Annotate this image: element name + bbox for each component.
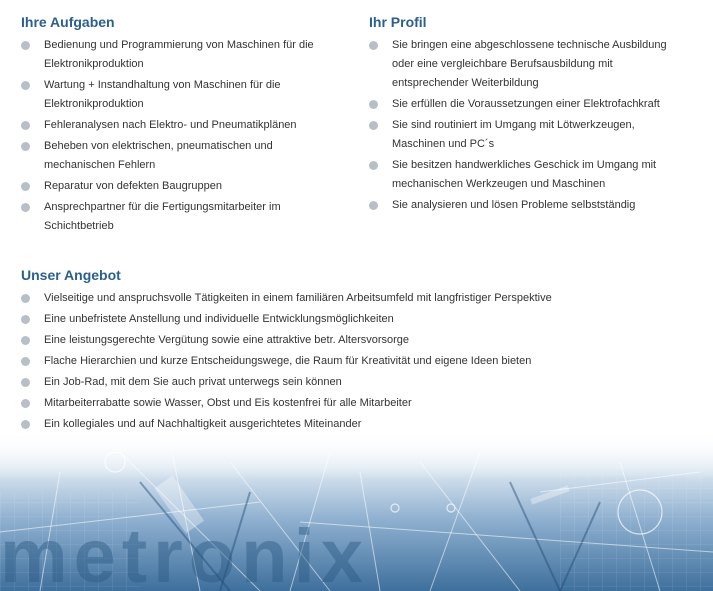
list-item: Sie erfüllen die Voraussetzungen einer Elektrofachkraft bbox=[369, 95, 689, 114]
section-ihre-aufgaben bbox=[21, 13, 341, 238]
list-item: Eine unbefristete Anstellung und individuelle Entwicklungsmöglichkeiten bbox=[21, 310, 701, 329]
list-item: Bedienung und Programmierung von Maschinen für die Elektronikproduktion bbox=[21, 36, 341, 74]
section-unser-angebot bbox=[21, 266, 701, 436]
bullet-icon bbox=[21, 182, 30, 191]
list-item: Fehleranalysen nach Elektro- und Pneumatikplänen bbox=[21, 116, 341, 135]
list-item: Mitarbeiterrabatte sowie Wasser, Obst und Eis kostenfrei für alle Mitarbeiter bbox=[21, 394, 701, 413]
bullet-icon bbox=[21, 142, 30, 151]
bullet-icon bbox=[369, 161, 378, 170]
list-item: Sie sind routiniert im Umgang mit Lötwerkzeugen, Maschinen und PC´s bbox=[369, 116, 689, 154]
list-item: Sie besitzen handwerkliches Geschick im Umgang mit mechanischen Werkzeugen und Maschinen bbox=[369, 156, 689, 194]
list-item: Eine leistungsgerechte Vergütung sowie eine attraktive betr. Altersvorsorge bbox=[21, 331, 701, 350]
bullet-icon bbox=[21, 121, 30, 130]
list-item: Ein Job-Rad, mit dem Sie auch privat unterwegs sein können bbox=[21, 373, 701, 392]
profil-list bbox=[369, 36, 689, 215]
bullet-icon bbox=[21, 357, 30, 366]
list-item: Sie bringen eine abgeschlossene technische Ausbildung oder eine vergleichbare Berufsausbildung mit entsprechender Weiterbildung bbox=[369, 36, 689, 93]
bullet-icon bbox=[21, 378, 30, 387]
list-item: Vielseitige und anspruchsvolle Tätigkeiten in einem familiären Arbeitsumfeld mit langfristiger Perspektive bbox=[21, 289, 701, 308]
list-item: Sie analysieren und lösen Probleme selbstständig bbox=[369, 196, 689, 215]
list-item: Reparatur von defekten Baugruppen bbox=[21, 177, 341, 196]
bullet-icon bbox=[21, 399, 30, 408]
list-item: Wartung + Instandhaltung von Maschinen für die Elektronikproduktion bbox=[21, 76, 341, 114]
list-item: Beheben von elektrischen, pneumatischen und mechanischen Fehlern bbox=[21, 137, 341, 175]
bullet-icon bbox=[21, 203, 30, 212]
section-title-profil: Ihr Profil bbox=[369, 14, 427, 30]
bullet-icon bbox=[21, 294, 30, 303]
bullet-icon bbox=[369, 201, 378, 210]
bullet-icon bbox=[369, 41, 378, 50]
angebot-list bbox=[21, 289, 701, 434]
bullet-icon bbox=[21, 336, 30, 345]
list-item: Ein kollegiales und auf Nachhaltigkeit ausgerichtetes Miteinander bbox=[21, 415, 701, 434]
bullet-icon bbox=[21, 81, 30, 90]
bullet-icon bbox=[369, 100, 378, 109]
bullet-icon bbox=[21, 420, 30, 429]
section-ihr-profil bbox=[369, 13, 689, 217]
bullet-icon bbox=[21, 315, 30, 324]
section-title-angebot: Unser Angebot bbox=[21, 267, 121, 283]
bullet-icon bbox=[21, 41, 30, 50]
aufgaben-list bbox=[21, 36, 341, 236]
list-item: Flache Hierarchien und kurze Entscheidungswege, die Raum für Kreativität und eigene Ideen bieten bbox=[21, 352, 701, 371]
technical-banner-image bbox=[0, 432, 713, 591]
section-title-aufgaben: Ihre Aufgaben bbox=[21, 14, 115, 30]
list-item: Ansprechpartner für die Fertigungsmitarbeiter im Schichtbetrieb bbox=[21, 198, 341, 236]
bullet-icon bbox=[369, 121, 378, 130]
